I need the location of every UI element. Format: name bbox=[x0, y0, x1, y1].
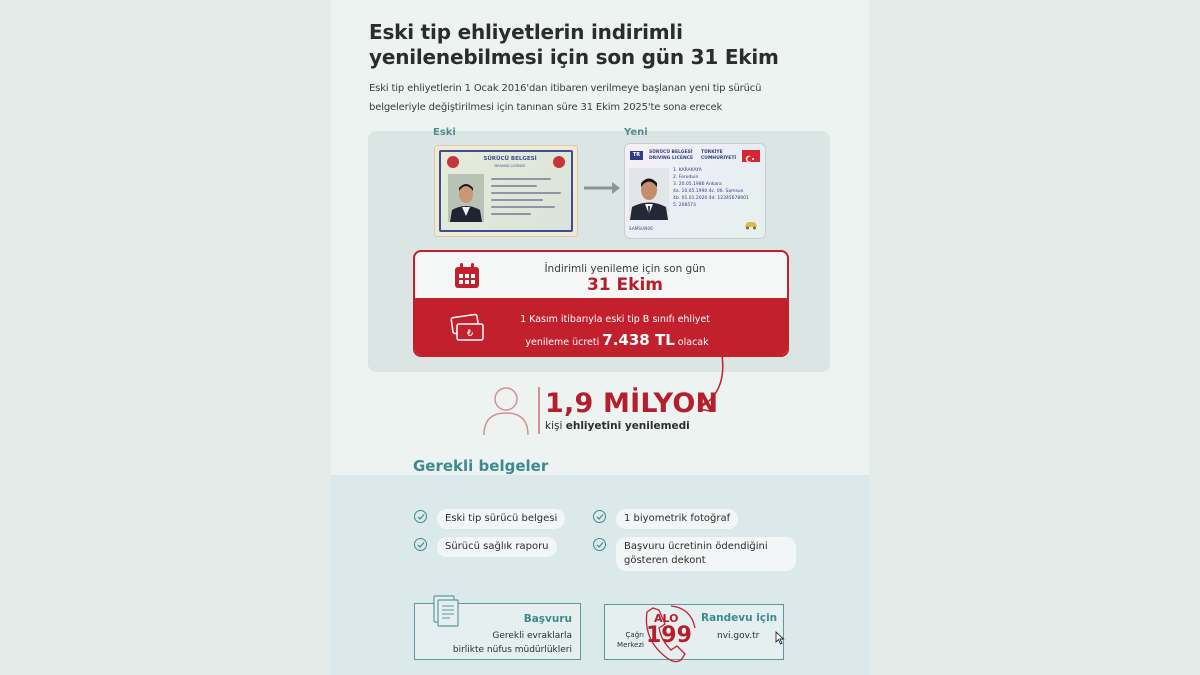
old-license-card bbox=[434, 145, 578, 237]
old-license-photo bbox=[448, 174, 484, 222]
application-line2: birlikte nüfus müdürlükleri bbox=[452, 645, 572, 655]
crescent-icon bbox=[553, 156, 565, 168]
deadline-section bbox=[415, 252, 787, 298]
cursor-icon bbox=[775, 631, 785, 645]
license-barcode: SAMSUN06 bbox=[629, 226, 653, 231]
documents-section bbox=[331, 475, 869, 675]
deadline-label: İndirimli yenileme için son gün bbox=[544, 263, 706, 275]
license-field-name: 2. Feruduin bbox=[673, 175, 699, 180]
alo-label: ALO bbox=[654, 612, 679, 625]
svg-text:₺: ₺ bbox=[466, 328, 474, 339]
license-field-expiry: 4b. 01.01.2020 4d. 12345678901 bbox=[673, 196, 749, 201]
requirement-item: 1 biyometrik fotoğraf bbox=[593, 509, 738, 529]
license-field-surname: 1. KARAKAYA bbox=[673, 168, 702, 173]
appointment-site[interactable]: nvi.gov.tr bbox=[717, 631, 760, 641]
stat-number: 1,9 MİLYON bbox=[545, 388, 719, 419]
check-icon bbox=[414, 538, 427, 551]
new-license-label: Yeni bbox=[624, 127, 648, 138]
old-license-label: Eski bbox=[433, 127, 456, 138]
license-field-birth: 3. 20.05.1986 Ankara bbox=[673, 182, 722, 187]
requirement-item: Eski tip sürücü belgesi bbox=[414, 509, 565, 529]
check-icon bbox=[593, 538, 606, 551]
new-license-card bbox=[624, 143, 766, 239]
new-license-photo bbox=[629, 168, 669, 220]
application-box bbox=[414, 603, 581, 660]
deadline-date: 31 Ekim bbox=[586, 275, 664, 295]
documents-title: Gerekli belgeler bbox=[413, 457, 549, 475]
money-icon bbox=[449, 312, 487, 344]
stat-divider bbox=[538, 387, 540, 434]
page-title: Eski tip ehliyetlerin indirimli yenilenebilmesi için son gün 31 Ekim bbox=[369, 20, 779, 69]
car-icon bbox=[743, 220, 759, 230]
call-center-number: 199 bbox=[646, 623, 692, 648]
old-license-header: SÜRÜCÜ BELGESİ bbox=[483, 156, 537, 162]
deadline-box bbox=[413, 250, 789, 357]
document-icon bbox=[433, 595, 459, 627]
infographic bbox=[331, 0, 869, 675]
call-center-label: Çağrı Merkezi bbox=[617, 631, 644, 649]
appointment-title: Randevu için bbox=[701, 612, 778, 624]
seal-icon bbox=[447, 156, 459, 168]
fee-line1: 1 Kasım itibarıyla eski tip B sınıfı ehliyet bbox=[520, 314, 710, 325]
application-title: Başvuru bbox=[523, 613, 572, 625]
license-field-issue: 4a. 10.05.1990 4c. 06. Samsun bbox=[673, 189, 744, 194]
requirement-item: Başvuru ücretinin ödendiğini gösteren dekont bbox=[593, 537, 796, 571]
fee-amount: 7.438 TL bbox=[602, 331, 675, 349]
new-license-country: TÜRKİYE CUMHURİYETİ bbox=[701, 150, 737, 161]
check-icon bbox=[414, 510, 427, 523]
page-subtitle: Eski tip ehliyetlerin 1 Ocak 2016'dan itibaren verilmeye başlanan yeni tip sürücü belgeleriyle değiştirilmesi için tanınan süre 31 Ekim 2025'te sona erecek bbox=[369, 83, 762, 113]
country-code-badge: TR bbox=[630, 151, 643, 160]
license-field-number: 5. 208573 bbox=[673, 203, 696, 208]
fee-section bbox=[415, 298, 787, 357]
fee-line2: yenileme ücreti 7.438 TL olacak bbox=[525, 331, 709, 349]
stat-text: kişi ehliyetini yenilemedi bbox=[545, 420, 690, 432]
check-icon bbox=[593, 510, 606, 523]
calendar-icon bbox=[453, 262, 481, 290]
arrow-right-icon bbox=[582, 180, 622, 196]
new-license-header: SÜRÜCÜ BELGESİ DRIVING LICENCE bbox=[649, 150, 694, 161]
old-license-subheader: DRIVING LICENCE bbox=[494, 164, 526, 168]
application-line1: Gerekli evraklarla bbox=[492, 631, 572, 641]
requirement-item: Sürücü sağlık raporu bbox=[414, 537, 557, 557]
turkish-flag-icon bbox=[742, 150, 760, 162]
person-icon bbox=[478, 380, 534, 436]
appointment-box bbox=[604, 604, 784, 660]
